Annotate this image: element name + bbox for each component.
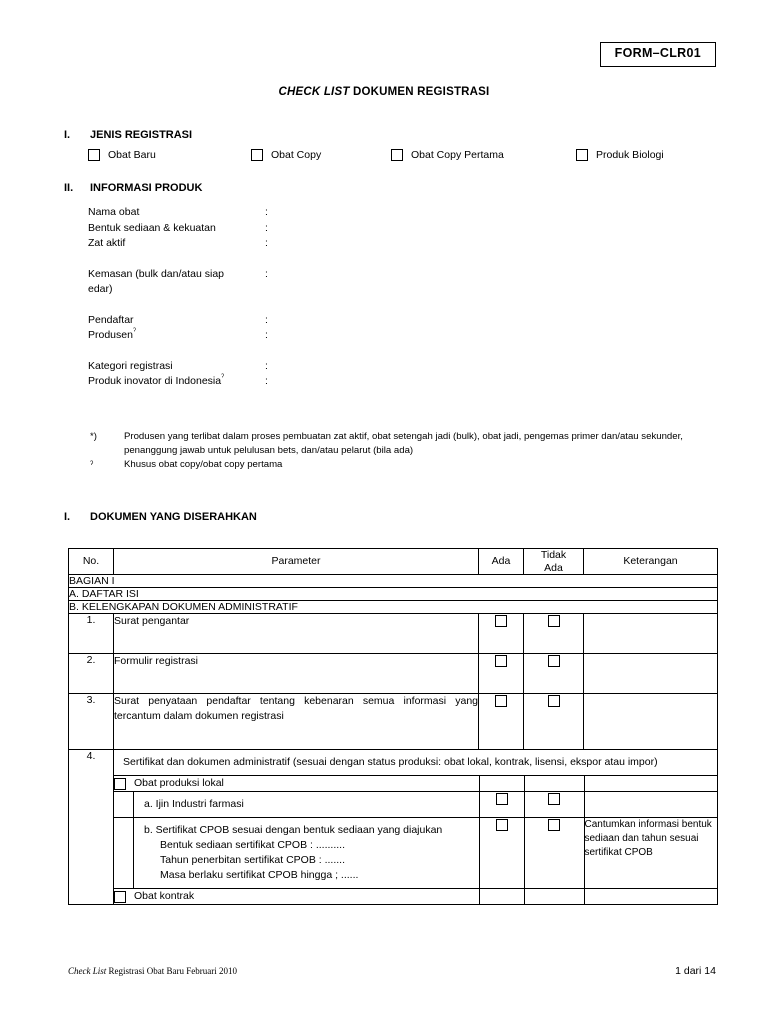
field-label-nama-obat: Nama obat	[88, 206, 140, 218]
field-row-pendaftar	[88, 313, 275, 329]
subrow-tidak-ada-cell	[524, 889, 584, 905]
subrow-ada-cell	[479, 889, 524, 905]
footer-page-number: 1 dari 14	[675, 965, 716, 977]
subrow-tidak-ada-cell[interactable]	[524, 792, 584, 818]
footer-document-title	[68, 966, 237, 976]
field-label-zat-aktif: Zat aktif	[88, 237, 126, 249]
footnote-text-1: Produsen yang terlibat dalam proses pembuatan zat aktif, obat setengah jadi (bulk), obat jadi, pengemas primer dan/atau sekunder, penanggung jawab untuk pelulusan bets, dan/atau pelarut (bila ada)	[124, 431, 683, 456]
field-row-zat-aktif	[88, 236, 275, 252]
registration-type-label: Obat Copy	[271, 149, 322, 161]
table-header-row	[69, 549, 718, 575]
row-number: 2.	[69, 654, 114, 694]
page-footer	[68, 965, 716, 977]
subrow-detail-tahun-penerbitan[interactable]: Tahun penerbitan sertifikat CPOB : .......	[160, 854, 346, 866]
table-section-row-daftar-isi	[69, 588, 718, 601]
field-colon: :	[265, 206, 268, 218]
checkbox-icon-obat-baru[interactable]	[88, 149, 100, 161]
field-row-produsen	[88, 325, 275, 344]
product-information-fields	[88, 205, 275, 390]
field-spacer	[88, 344, 275, 359]
footnote-marker-produk-inovator: ˀ	[221, 371, 225, 382]
field-label-produk-inovator-wrap	[88, 371, 265, 390]
table-section-label-daftar-isi: A. DAFTAR ISI	[69, 588, 718, 601]
field-colon: :	[265, 237, 268, 249]
table-section-row-kelengkapan	[69, 601, 718, 614]
row-keterangan[interactable]	[584, 614, 718, 654]
checkbox-icon-tidak-ada[interactable]	[548, 793, 560, 805]
checkbox-icon-ada[interactable]	[496, 819, 508, 831]
field-label-pendaftar: Pendaftar	[88, 313, 134, 326]
subrow-keterangan	[584, 889, 718, 905]
table-section-label-bagian-i: BAGIAN I	[69, 575, 718, 588]
registration-type-obat-copy-pertama[interactable]	[391, 149, 504, 161]
row-number: 4.	[69, 750, 114, 905]
field-colon: :	[265, 267, 268, 280]
row-ada-cell[interactable]	[479, 614, 524, 654]
footnote-1	[88, 430, 720, 457]
row-number: 3.	[69, 694, 114, 750]
subrow-obat-produksi-lokal	[114, 776, 718, 792]
section-label-dokumen-diserahkan: DOKUMEN YANG DISERAHKAN	[90, 511, 257, 523]
footnote-marker-2: ˀ	[90, 459, 94, 470]
row-parameter: Formulir registrasi	[114, 654, 479, 694]
checkbox-icon-obat-copy[interactable]	[251, 149, 263, 161]
row-parameter: Surat penyataan pendaftar tentang kebenaran semua informasi yang tercantum dalam dokumen registrasi	[114, 694, 479, 750]
subrow-parameter-wrap	[114, 792, 479, 818]
subrow-ijin-industri-farmasi	[114, 792, 718, 818]
checkbox-line-obat-produksi-lokal[interactable]	[114, 776, 479, 791]
field-label-kategori-registrasi: Kategori registrasi	[88, 359, 173, 372]
checkbox-icon-obat-copy-pertama[interactable]	[391, 149, 403, 161]
field-colon: :	[265, 359, 268, 372]
section-number-dokumen: I.	[64, 511, 71, 523]
section-number-ii: II.	[64, 182, 74, 194]
field-row-kemasan-cont	[88, 282, 275, 298]
table-row	[69, 614, 718, 654]
checkbox-icon-tidak-ada[interactable]	[548, 615, 560, 627]
subrow-detail-masa-berlaku[interactable]: Masa berlaku sertifikat CPOB hingga ; ......	[160, 869, 359, 881]
subrow-ada-cell[interactable]	[479, 792, 524, 818]
field-row-produk-inovator	[88, 371, 275, 390]
registration-type-label: Obat Copy Pertama	[411, 149, 504, 161]
field-colon: :	[265, 375, 268, 387]
subrow-label: Obat kontrak	[134, 890, 195, 902]
table-section-label-kelengkapan: B. KELENGKAPAN DOKUMEN ADMINISTRATIF	[69, 601, 718, 614]
form-code-container	[600, 42, 716, 67]
checkbox-icon-tidak-ada[interactable]	[548, 695, 560, 707]
subrow-obat-kontrak	[114, 889, 718, 905]
section-heading-informasi-produk	[64, 182, 202, 194]
form-code-box: FORM–CLR01	[600, 42, 716, 67]
column-header-tidak-ada-line2: Ada	[544, 561, 563, 574]
section-heading-jenis-registrasi	[64, 129, 192, 141]
field-label-produsen-wrap	[88, 325, 265, 344]
field-row-kategori-registrasi	[88, 359, 275, 375]
row-4-subtable	[114, 776, 718, 904]
field-row-nama-obat	[88, 205, 275, 221]
checklist-table	[68, 548, 718, 905]
subrow-keterangan: Cantumkan informasi bentuk sediaan dan tahun sesuai sertifikat CPOB	[584, 818, 718, 889]
field-label-produsen: Produsen	[88, 329, 133, 341]
subrow-tidak-ada-cell[interactable]	[524, 818, 584, 889]
field-label-kemasan: Kemasan (bulk dan/atau siap	[88, 267, 225, 280]
registration-type-label: Produk Biologi	[596, 149, 664, 161]
checkbox-icon-tidak-ada[interactable]	[548, 819, 560, 831]
footer-title-rest: Registrasi Obat Baru Februari 2010	[106, 966, 237, 976]
table-row-4-header	[69, 750, 718, 776]
field-row-kemasan	[88, 267, 275, 283]
footnote-marker-produsen: ˀ	[132, 325, 136, 336]
footnote-2	[88, 458, 720, 472]
subrow-ada-cell	[479, 776, 524, 792]
checkbox-line-obat-kontrak[interactable]	[114, 889, 479, 904]
column-header-keterangan: Keterangan	[584, 549, 718, 575]
column-header-no: No.	[69, 549, 114, 575]
column-header-parameter: Parameter	[114, 549, 479, 575]
subrow-parameter: b. Sertifikat CPOB sesuai dengan bentuk sediaan yang diajukan	[144, 824, 443, 836]
field-label-bentuk-sediaan: Bentuk sediaan & kekuatan	[88, 221, 216, 234]
checkbox-icon-tidak-ada[interactable]	[548, 655, 560, 667]
field-spacer	[88, 298, 275, 313]
row-4-subtable-cell	[114, 776, 718, 905]
page-title	[0, 86, 768, 98]
checkbox-icon-obat-produksi-lokal[interactable]	[114, 778, 126, 790]
subrow-keterangan[interactable]	[584, 792, 718, 818]
table-header	[69, 549, 718, 575]
table-body	[69, 575, 718, 905]
registration-type-label: Obat Baru	[108, 149, 156, 161]
table-row-4-body	[69, 776, 718, 905]
checkbox-icon-ada[interactable]	[495, 695, 507, 707]
footnotes-block	[88, 430, 720, 473]
row-keterangan[interactable]	[584, 654, 718, 694]
row-tidak-ada-cell[interactable]	[524, 614, 584, 654]
footnote-text-2: Khusus obat copy/obat copy pertama	[124, 459, 283, 470]
section-label-jenis-registrasi: JENIS REGISTRASI	[90, 129, 193, 141]
row-parameter: Surat pengantar	[114, 614, 479, 654]
row-parameter-header: Sertifikat dan dokumen administratif (sesuai dengan status produksi: obat lokal, kontrak, lisensi, ekspor atau impor)	[114, 750, 718, 776]
section-label-informasi-produk: INFORMASI PRODUK	[90, 182, 203, 194]
registration-type-obat-copy[interactable]	[251, 149, 321, 161]
subrow-keterangan	[584, 776, 718, 792]
subrow-parameter-block	[133, 818, 479, 888]
footer-title-italic: Check List	[68, 966, 107, 976]
subrow-parameter-wrap	[114, 818, 479, 889]
field-spacer	[88, 252, 275, 267]
subrow-ada-cell[interactable]	[479, 818, 524, 889]
row-ada-cell[interactable]	[479, 654, 524, 694]
field-colon: :	[265, 313, 268, 326]
column-header-tidak-ada-line1: Tidak	[540, 549, 567, 561]
section-heading-dokumen-diserahkan	[64, 511, 257, 523]
footnote-marker-1: *)	[90, 431, 97, 442]
checkbox-icon-ada[interactable]	[496, 793, 508, 805]
column-header-ada: Ada	[479, 549, 524, 575]
field-label-produk-inovator: Produk inovator di Indonesia	[88, 375, 222, 387]
page-title-italic: CHECK LIST	[278, 86, 350, 98]
checkbox-icon-ada[interactable]	[495, 615, 507, 627]
subrow-parameter: a. Ijin Industri farmasi	[133, 792, 479, 817]
row-number: 1.	[69, 614, 114, 654]
subrow-sertifikat-cpob	[114, 818, 718, 889]
row-keterangan[interactable]	[584, 694, 718, 750]
field-row-bentuk-sediaan	[88, 221, 275, 237]
subrow-tidak-ada-cell	[524, 776, 584, 792]
column-header-tidak-ada	[524, 549, 584, 575]
subrow-parameter	[114, 889, 479, 905]
subrow-parameter	[114, 776, 479, 792]
registration-type-produk-biologi[interactable]	[576, 149, 664, 161]
section-number-i: I.	[64, 129, 71, 141]
checkbox-icon-obat-kontrak[interactable]	[114, 891, 126, 903]
field-colon: :	[265, 329, 268, 341]
page-title-rest: DOKUMEN REGISTRASI	[349, 86, 490, 98]
subrow-label: Obat produksi lokal	[134, 777, 224, 789]
row-tidak-ada-cell[interactable]	[524, 654, 584, 694]
subrow-detail-bentuk-sediaan[interactable]: Bentuk sediaan sertifikat CPOB : ..........	[160, 839, 345, 851]
field-label-kemasan-line2: edar)	[88, 283, 113, 295]
row-tidak-ada-cell[interactable]	[524, 694, 584, 750]
table-row	[69, 694, 718, 750]
table-row	[69, 654, 718, 694]
table-section-row-bagian-i	[69, 575, 718, 588]
registration-type-obat-baru[interactable]	[88, 149, 156, 161]
checkbox-icon-ada[interactable]	[495, 655, 507, 667]
checklist-table-container	[68, 548, 717, 905]
checkbox-icon-produk-biologi[interactable]	[576, 149, 588, 161]
row-ada-cell[interactable]	[479, 694, 524, 750]
field-colon: :	[265, 221, 268, 234]
